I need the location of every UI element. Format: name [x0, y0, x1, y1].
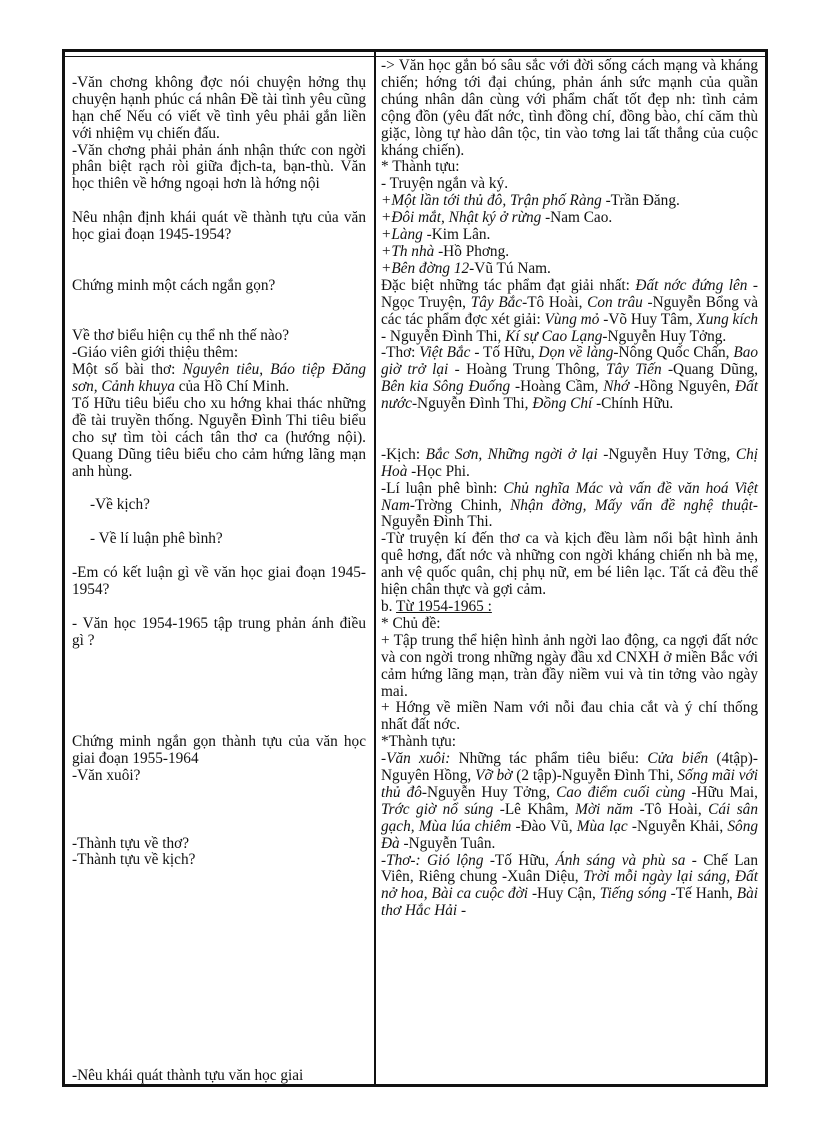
- left-column: [72, 58, 366, 869]
- right-para-1: -> Văn học gắn bó sâu sắc với đời sống cách mạng và kháng chiến; hớng tới đại chúng, phản ánh sức mạnh của quần chúng nhân dân cùng với phẩm chất tốt đẹp nh: tình cảm cộng đồn (yêu đất nớc, tình đồng chí, đồng bào, chí căm thù giặc, lòng tự hào dân tộc, tin vào tơng lai tất thắng của cuộc kháng chiến).: [381, 57, 758, 159]
- work-line-2: +Đôi mắt, Nhật ký ở rừng -Nam Cao.: [381, 209, 613, 227]
- left-para-2: -Văn chơng phải phản ánh nhận thức con ngời phân biệt rạch ròi giữa địch-ta, bạn-thù. Văn học thiên về hớng ngoại hơn là hớng nội: [72, 141, 366, 193]
- question-prove-1955: Chứng minh ngắn gọn thành tựu của văn học giai đoạn 1955-1964: [72, 733, 366, 767]
- work-line-5: +Bên đờng 12-Vũ Tú Nam.: [381, 259, 551, 277]
- question-prose: -Văn xuôi?: [72, 766, 141, 784]
- work-line-4: +Th nhà -Hồ Phơng.: [381, 242, 510, 260]
- to-huu-note: Tố Hữu tiêu biểu cho xu hớng khai thác những đề tài truyền thống. Nguyễn Đình Thi tiêu biểu cho sự tìm tòi cách tân thơ ca (hướng nội). Quang Dũng tiêu biểu cho cảm hứng lãng mạn anh hùng.: [72, 395, 366, 480]
- poetry-works: -Thơ: Việt Bắc - Tố Hữu, Dọn về làng-Nông Quốc Chấn, Bao giờ trở lại - Hoàng Trung Thông, Tây Tiến -Quang Dũng, Bên kia Sông Đuống -Hoàng Cầm, Nhớ -Hồng Nguyên, Đất nước-Nguyễn Đình Thi, Đồng Chí -Chính Hữu.: [381, 344, 758, 413]
- theme-heading: * Chủ đề:: [381, 614, 441, 632]
- summary-para: -Từ truyện kí đến thơ ca và kịch đều làm nổi bật hình ảnh quê hơng, đất nớc và những con ngời kháng chiến nh bà mẹ, anh vệ quốc quân, chị phụ nữ, em bé liên lạc. Tất cả đều thể hiện chân thực và gợi cảm.: [381, 530, 758, 599]
- drama-works: -Kịch: Bắc Sơn, Những ngời ở lại -Nguyễn Huy Tởng, Chị Hoà -Học Phi.: [381, 445, 759, 480]
- right-column: [381, 58, 758, 920]
- question-conclusion: -Em có kết luận gì về văn học giai đoạn 1945-1954?: [72, 564, 366, 598]
- question-1954-focus: - Văn học 1954-1965 tập trung phản ánh điều gì ?: [72, 614, 366, 649]
- question-prove-short: Chứng minh một cách ngắn gọn?: [72, 276, 276, 294]
- prose-works: -Văn xuôi: Những tác phẩm tiêu biểu: Cửa biển (4tập)-Nguyên Hồng, Vỡ bờ (2 tập)-Nguyễn Đình Thi, Sống mãi với thủ đô-Nguyễn Huy Tởng, Cao điểm cuối cùng -Hữu Mai, Trớc giờ nổ súng -Lê Khâm, Mời năm -Tô Hoài, Cái sân gạch, Mùa lúa chiêm -Đào Vũ, Mùa lạc -Nguyễn Khải, Sông Đà -Nguyễn Tuân.: [381, 750, 758, 852]
- question-poetry-achievement: -Thành tựu về thơ?: [72, 834, 190, 852]
- theme-point-1: + Tập trung thể hiện hình ảnh ngời lao động, ca ngợi đất nớc và con ngời trong những ngày đầu xd CNXH ở miền Bắc với cảm hứng lãng mạn, tràn đầy niềm vui và tin tởng vào ngày mai.: [381, 631, 758, 700]
- question-poetry: Về thơ biểu hiện cụ thể nh thế nào?: [72, 327, 290, 345]
- achievements-heading: * Thành tựu:: [381, 158, 460, 176]
- question-criticism: - Về lí luận phê bình?: [90, 530, 223, 548]
- achievements-heading-2: *Thành tựu:: [381, 733, 456, 751]
- poetry-works-2: -Thơ-: Gió lộng -Tố Hữu, Ánh sáng và phù sa - Chế Lan Viên, Riêng chung -Xuân Diệu, Trời mỗi ngày lại sáng, Đất nở hoa, Bài ca cuộc đời -Huy Cận, Tiếng sóng -Tế Hanh, Bài thơ Hắc Hải -: [381, 851, 758, 920]
- left-para-1: -Văn chơng không đợc nói chuyện hởng thụ chuyện hạnh phúc cá nhân Đề tài tình yêu cũng hạn chế Nếu có viết về tình yêu phải gắn liền với nhiệm vụ chiến đấu.: [72, 73, 366, 142]
- question-overview-1945: Nêu nhận định khái quát về thành tựu của văn học giai đoạn 1945-1954?: [72, 209, 366, 244]
- short-story-heading: - Truyện ngắn và ký.: [381, 175, 509, 193]
- work-line-3: +Làng -Kim Lân.: [381, 226, 491, 244]
- poems-note: Một số bài thơ: Nguyên tiêu, Báo tiệp Đăng sơn, Cảnh khuya của Hồ Chí Minh.: [72, 361, 366, 396]
- section-b-heading: b. Từ 1954-1965 :: [381, 597, 492, 615]
- question-last: -Nêu khái quát thành tựu văn học giai: [72, 1067, 304, 1084]
- teacher-intro: -Giáo viên giới thiệu thêm:: [72, 344, 239, 362]
- first-prize-works: Đặc biệt những tác phẩm đạt giải nhất: Đất nớc đứng lên - Ngọc Truyện, Tây Bắc-Tô Hoài, Con trâu -Nguyễn Bổng và các tác phẩm đợc xét giải: Vùng mỏ -Võ Huy Tâm, Xung kích - Nguyễn Đình Thi, Kí sự Cao Lạng-Nguyễn Huy Tởng.: [381, 276, 759, 345]
- work-line-1: +Một lần tới thủ đô, Trận phố Ràng -Trần Đăng.: [381, 192, 680, 210]
- question-drama: -Về kịch?: [90, 496, 150, 514]
- question-drama-achievement: -Thành tựu về kịch?: [72, 851, 196, 869]
- left-last-line: [72, 1068, 366, 1085]
- column-divider: [374, 51, 376, 1085]
- criticism-works: -Lí luận phê bình: Chủ nghĩa Mác và vấn đề văn hoá Việt Nam-Trờng Chinh, Nhận đờng, Mấy vấn đề nghệ thuật-Nguyễn Đình Thi.: [381, 479, 759, 531]
- theme-point-2: + Hớng về miền Nam với nỗi đau chia cắt và ý chí thống nhất đất nớc.: [381, 699, 758, 734]
